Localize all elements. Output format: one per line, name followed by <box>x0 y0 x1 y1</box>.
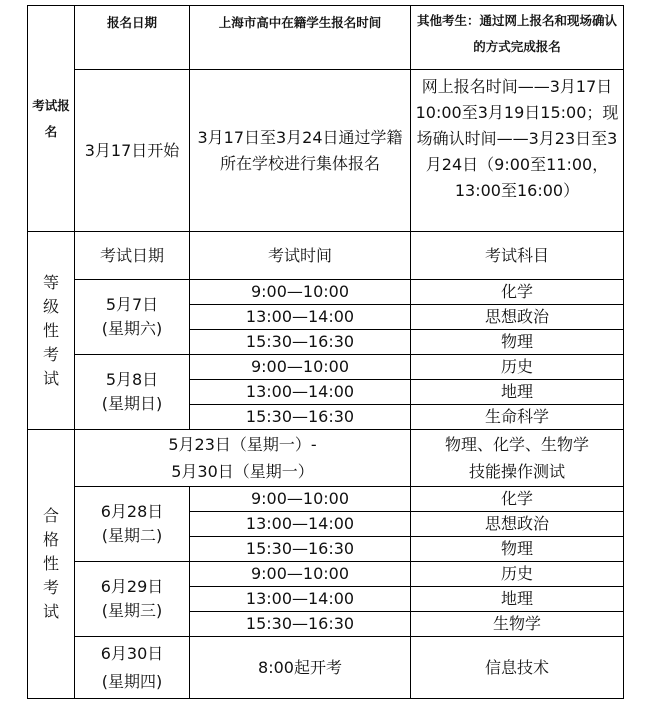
exam-time: 9:00—10:00 <box>190 487 411 512</box>
exam-subject: 生命科学 <box>411 405 624 430</box>
exam-subject: 生物学 <box>411 612 624 637</box>
grade-exam-label <box>28 232 75 430</box>
shanghai-registration-detail: 3月17日至3月24日通过学籍所在学校进行集体报名 <box>190 70 411 232</box>
pass-exam-label-char: 格 <box>42 530 59 549</box>
exam-date: 6月30日 <box>100 643 164 663</box>
table-row <box>28 355 624 380</box>
grade-exam-label-char: 等 <box>42 272 59 292</box>
lab-test-row <box>28 430 624 487</box>
exam-subject: 历史 <box>411 355 624 380</box>
lab-test-subject-line: 技能操作测试 <box>468 462 565 481</box>
exam-date: 5月7日 <box>105 295 159 314</box>
exam-time: 13:00—14:00 <box>190 512 411 537</box>
grade-exam-label-char: 级 <box>42 296 59 316</box>
exam-subject: 思想政治 <box>411 512 624 537</box>
pass-exam-label-char: 试 <box>42 602 59 621</box>
registration-date-header: 报名日期 <box>75 6 190 70</box>
table-row <box>28 487 624 512</box>
table-row <box>28 562 624 587</box>
grade-exam-label-char: 考 <box>42 344 59 364</box>
exam-date: 6月29日 <box>100 577 164 596</box>
exam-weekday: (星期二) <box>101 526 163 545</box>
exam-subject: 地理 <box>411 587 624 612</box>
exam-date-cell <box>75 280 190 355</box>
exam-weekday: (星期日) <box>101 394 163 413</box>
pass-exam-label-char: 考 <box>42 578 59 597</box>
exam-subject: 物理 <box>411 330 624 355</box>
exam-time: 15:30—16:30 <box>190 612 411 637</box>
exam-weekday: (星期三) <box>101 601 163 620</box>
registration-label: 考试报名 <box>28 6 75 232</box>
exam-subject: 地理 <box>411 380 624 405</box>
exam-subject-header: 考试科目 <box>411 232 624 280</box>
pass-exam-label-char: 合 <box>42 506 59 525</box>
pass-exam-label-char: 性 <box>42 554 59 573</box>
exam-time: 13:00—14:00 <box>190 380 411 405</box>
exam-time: 9:00—10:00 <box>190 562 411 587</box>
exam-subject: 历史 <box>411 562 624 587</box>
lab-test-subject-line: 物理、化学、生物学 <box>444 435 589 454</box>
exam-date-cell <box>75 355 190 430</box>
exam-date: 6月28日 <box>100 502 164 521</box>
registration-body-row <box>28 70 624 232</box>
lab-test-subject <box>411 430 624 487</box>
lab-test-period <box>75 430 411 487</box>
exam-subject: 信息技术 <box>411 637 624 699</box>
exam-time: 13:00—14:00 <box>190 305 411 330</box>
exam-date-cell <box>75 487 190 562</box>
exam-subject: 物理 <box>411 537 624 562</box>
exam-schedule-table <box>27 5 624 699</box>
exam-time: 15:30—16:30 <box>190 537 411 562</box>
table-row <box>28 280 624 305</box>
exam-date-header: 考试日期 <box>75 232 190 280</box>
registration-start-date: 3月17日开始 <box>75 70 190 232</box>
it-test-row <box>28 637 624 699</box>
other-candidates-header: 其他考生：通过网上报名和现场确认的方式完成报名 <box>411 6 624 70</box>
other-registration-detail: 网上报名时间——3月17日10:00至3月19日15:00；现场确认时间——3月23日至3月24日（9:00至11:00，13:00至16:00） <box>411 70 624 232</box>
exam-time: 8:00起开考 <box>190 637 411 699</box>
grade-exam-label-char: 试 <box>42 368 59 388</box>
grade-exam-label-char: 性 <box>42 320 59 340</box>
lab-test-period-end: 5月30日（星期一） <box>171 462 314 481</box>
exam-subject: 化学 <box>411 280 624 305</box>
exam-date: 5月8日 <box>105 370 159 389</box>
exam-weekday: (星期六) <box>101 319 163 338</box>
exam-date-cell <box>75 637 190 699</box>
shanghai-students-header: 上海市高中在籍学生报名时间 <box>190 6 411 70</box>
grade-exam-header-row <box>28 232 624 280</box>
exam-time: 15:30—16:30 <box>190 330 411 355</box>
exam-time: 15:30—16:30 <box>190 405 411 430</box>
exam-time-header: 考试时间 <box>190 232 411 280</box>
exam-subject: 思想政治 <box>411 305 624 330</box>
lab-test-period-start: 5月23日（星期一）- <box>168 435 317 454</box>
exam-subject: 化学 <box>411 487 624 512</box>
pass-exam-label <box>28 430 75 699</box>
exam-date-cell <box>75 562 190 637</box>
exam-time: 13:00—14:00 <box>190 587 411 612</box>
registration-header-row <box>28 6 624 70</box>
exam-time: 9:00—10:00 <box>190 280 411 305</box>
exam-time: 9:00—10:00 <box>190 355 411 380</box>
exam-weekday: (星期四) <box>101 671 163 691</box>
